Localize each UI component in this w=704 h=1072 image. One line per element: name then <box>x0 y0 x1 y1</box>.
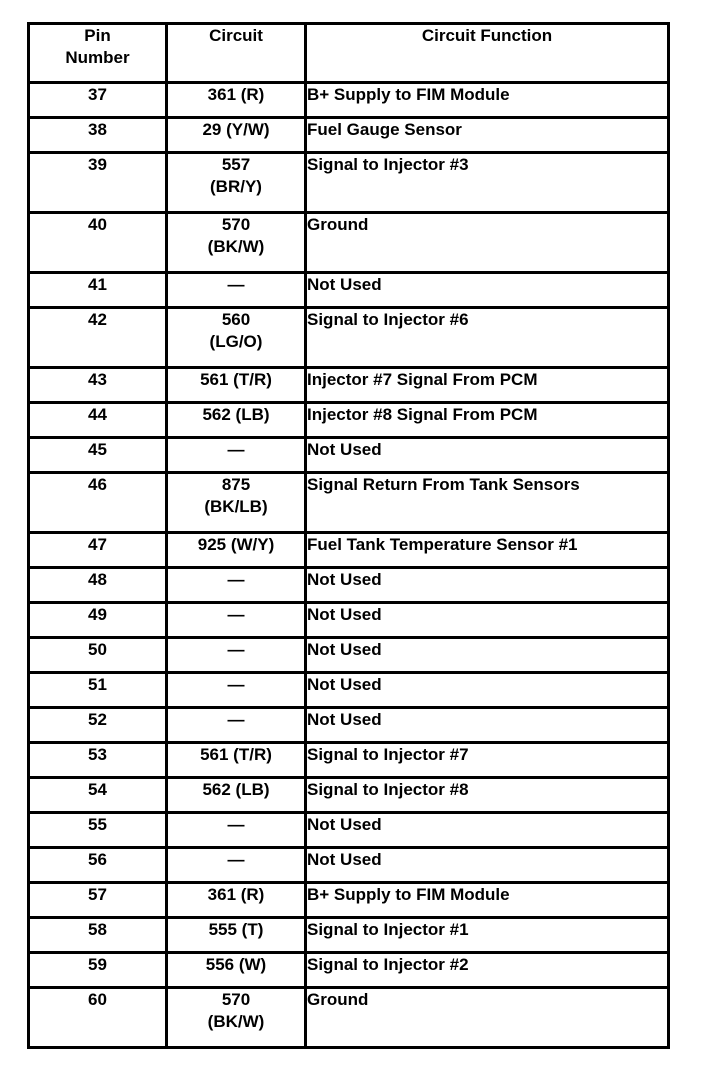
pin-number-cell: 45 <box>29 438 167 473</box>
table-row <box>29 673 669 708</box>
pin-number-cell: 58 <box>29 918 167 953</box>
circuit-function-cell: Ground <box>306 988 669 1048</box>
pin-number-cell: 52 <box>29 708 167 743</box>
circuit-cell: 361 (R) <box>167 83 306 118</box>
pin-number-header <box>29 24 167 83</box>
pin-number-cell: 57 <box>29 883 167 918</box>
circuit-function-cell: Injector #7 Signal From PCM <box>306 368 669 403</box>
circuit-cell: — <box>167 813 306 848</box>
table-row <box>29 778 669 813</box>
circuit-cell: 875 (BK/LB) <box>167 473 306 533</box>
table-row <box>29 368 669 403</box>
circuit-cell: 29 (Y/W) <box>167 118 306 153</box>
pin-header-line2: Number <box>65 48 130 67</box>
circuit-cell: 557 (BR/Y) <box>167 153 306 213</box>
table-header <box>29 24 669 83</box>
table-row <box>29 568 669 603</box>
table-row <box>29 308 669 368</box>
circuit-cell: 925 (W/Y) <box>167 533 306 568</box>
table-row <box>29 438 669 473</box>
pin-number-cell: 41 <box>29 273 167 308</box>
circuit-function-cell: Not Used <box>306 673 669 708</box>
circuit-function-cell: Fuel Tank Temperature Sensor #1 <box>306 533 669 568</box>
table-row <box>29 883 669 918</box>
pin-number-cell: 55 <box>29 813 167 848</box>
table-row <box>29 603 669 638</box>
pin-number-cell: 48 <box>29 568 167 603</box>
table-row <box>29 83 669 118</box>
table-row <box>29 153 669 213</box>
circuit-function-header: Circuit Function <box>306 24 669 83</box>
circuit-function-cell: Ground <box>306 213 669 273</box>
circuit-cell: — <box>167 673 306 708</box>
table-row <box>29 533 669 568</box>
table-row <box>29 918 669 953</box>
pin-number-cell: 59 <box>29 953 167 988</box>
circuit-cell: 561 (T/R) <box>167 743 306 778</box>
pin-number-cell: 46 <box>29 473 167 533</box>
pin-number-cell: 38 <box>29 118 167 153</box>
circuit-function-cell: Not Used <box>306 638 669 673</box>
circuit-cell: — <box>167 438 306 473</box>
table-row <box>29 708 669 743</box>
circuit-function-cell: Not Used <box>306 438 669 473</box>
pin-number-cell: 43 <box>29 368 167 403</box>
circuit-cell: 556 (W) <box>167 953 306 988</box>
pin-number-cell: 50 <box>29 638 167 673</box>
pin-number-cell: 42 <box>29 308 167 368</box>
circuit-function-cell: Signal to Injector #1 <box>306 918 669 953</box>
pin-number-cell: 49 <box>29 603 167 638</box>
circuit-function-cell: Fuel Gauge Sensor <box>306 118 669 153</box>
circuit-function-cell: Not Used <box>306 848 669 883</box>
pin-circuit-table <box>27 22 670 1049</box>
pin-number-cell: 40 <box>29 213 167 273</box>
table-row <box>29 988 669 1048</box>
circuit-header: Circuit <box>167 24 306 83</box>
table-row <box>29 848 669 883</box>
table-row <box>29 813 669 848</box>
table-row <box>29 473 669 533</box>
pin-number-cell: 51 <box>29 673 167 708</box>
table-row <box>29 638 669 673</box>
circuit-function-cell: Signal to Injector #3 <box>306 153 669 213</box>
circuit-function-cell: Not Used <box>306 273 669 308</box>
table-row <box>29 118 669 153</box>
pin-number-cell: 39 <box>29 153 167 213</box>
pin-header-line1: Pin <box>84 26 111 45</box>
circuit-cell: 570 (BK/W) <box>167 988 306 1048</box>
circuit-function-cell: B+ Supply to FIM Module <box>306 83 669 118</box>
pin-number-cell: 60 <box>29 988 167 1048</box>
circuit-cell: — <box>167 273 306 308</box>
circuit-cell: 561 (T/R) <box>167 368 306 403</box>
circuit-cell: 562 (LB) <box>167 403 306 438</box>
pin-number-cell: 53 <box>29 743 167 778</box>
circuit-function-cell: Not Used <box>306 603 669 638</box>
circuit-function-cell: Not Used <box>306 708 669 743</box>
circuit-function-cell: Not Used <box>306 568 669 603</box>
circuit-function-cell: Signal to Injector #2 <box>306 953 669 988</box>
circuit-function-cell: Injector #8 Signal From PCM <box>306 403 669 438</box>
circuit-function-cell: Signal to Injector #7 <box>306 743 669 778</box>
pin-number-cell: 44 <box>29 403 167 438</box>
circuit-function-cell: Signal Return From Tank Sensors <box>306 473 669 533</box>
circuit-cell: — <box>167 603 306 638</box>
table-row <box>29 403 669 438</box>
circuit-cell: — <box>167 568 306 603</box>
circuit-cell: — <box>167 638 306 673</box>
circuit-cell: 555 (T) <box>167 918 306 953</box>
circuit-cell: — <box>167 848 306 883</box>
circuit-cell: 562 (LB) <box>167 778 306 813</box>
circuit-function-cell: Signal to Injector #8 <box>306 778 669 813</box>
circuit-function-cell: Not Used <box>306 813 669 848</box>
table-row <box>29 273 669 308</box>
table-row <box>29 213 669 273</box>
circuit-function-cell: B+ Supply to FIM Module <box>306 883 669 918</box>
circuit-cell: 560 (LG/O) <box>167 308 306 368</box>
circuit-cell: — <box>167 708 306 743</box>
table-row <box>29 953 669 988</box>
pin-number-cell: 54 <box>29 778 167 813</box>
pin-number-cell: 56 <box>29 848 167 883</box>
circuit-function-cell: Signal to Injector #6 <box>306 308 669 368</box>
circuit-cell: 570 (BK/W) <box>167 213 306 273</box>
pin-number-cell: 47 <box>29 533 167 568</box>
table-body <box>29 83 669 1048</box>
circuit-cell: 361 (R) <box>167 883 306 918</box>
table-row <box>29 743 669 778</box>
pin-number-cell: 37 <box>29 83 167 118</box>
